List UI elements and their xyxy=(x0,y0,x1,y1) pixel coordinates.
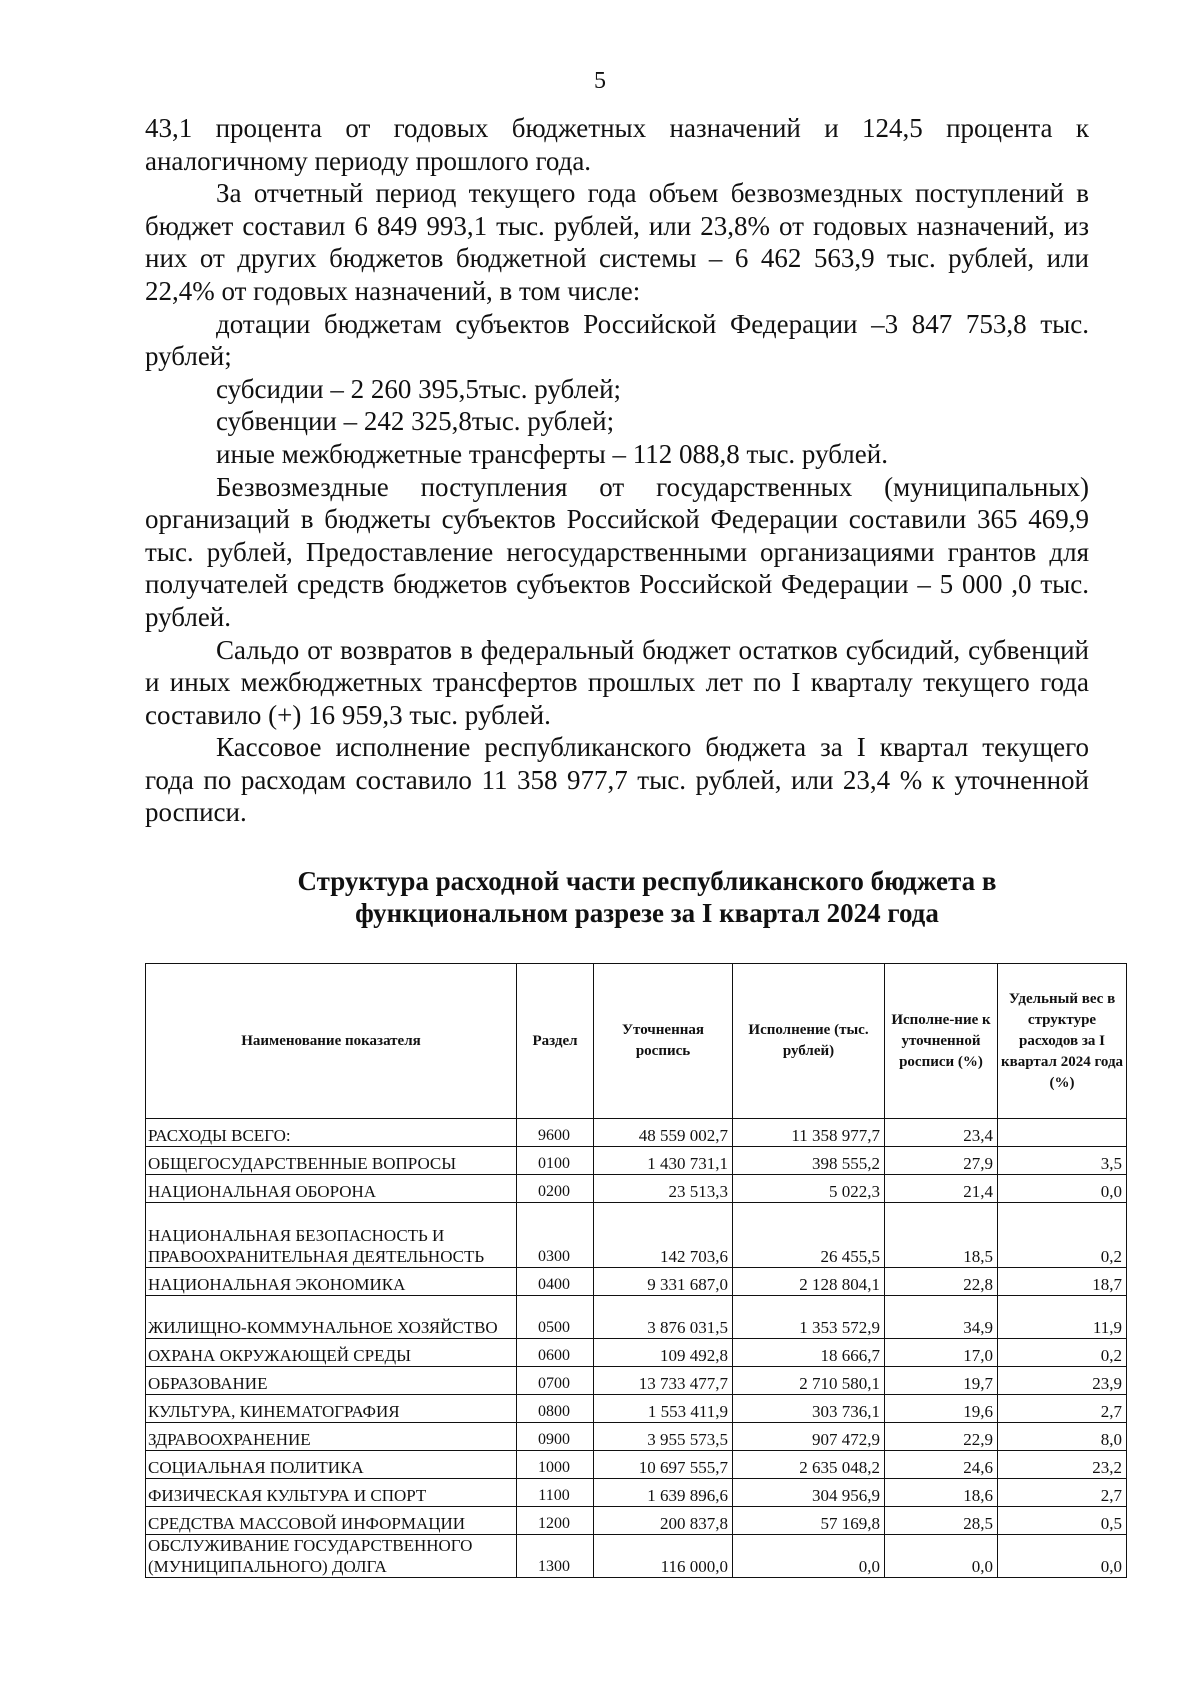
row-planned: 9 331 687,0 xyxy=(594,1268,733,1296)
header-name: Наименование показателя xyxy=(146,964,517,1119)
table-title xyxy=(145,865,1089,929)
row-executed: 26 455,5 xyxy=(733,1203,885,1268)
row-share: 0,0 xyxy=(998,1175,1127,1203)
row-percent: 34,9 xyxy=(885,1296,998,1339)
table-row xyxy=(146,1175,1127,1203)
row-share: 23,9 xyxy=(998,1367,1127,1395)
table-row xyxy=(146,1535,1127,1578)
row-name: НАЦИОНАЛЬНАЯ БЕЗОПАСНОСТЬ И ПРАВООХРАНИТЕЛЬНАЯ ДЕЯТЕЛЬНОСТЬ xyxy=(146,1203,517,1268)
row-executed: 398 555,2 xyxy=(733,1147,885,1175)
row-executed: 2 710 580,1 xyxy=(733,1367,885,1395)
row-percent: 24,6 xyxy=(885,1451,998,1479)
row-percent: 17,0 xyxy=(885,1339,998,1367)
row-code: 0100 xyxy=(517,1147,594,1175)
row-executed: 2 128 804,1 xyxy=(733,1268,885,1296)
row-share: 2,7 xyxy=(998,1395,1127,1423)
paragraph: 43,1 процента от годовых бюджетных назначений и 124,5 процента к аналогичному периоду прошлого года. xyxy=(145,113,1089,176)
table-row xyxy=(146,1268,1127,1296)
header-percent: Исполне-ние к уточненной росписи (%) xyxy=(885,964,998,1119)
row-executed: 0,0 xyxy=(733,1535,885,1578)
table-row xyxy=(146,1203,1127,1268)
row-name: ФИЗИЧЕСКАЯ КУЛЬТУРА И СПОРТ xyxy=(146,1479,517,1507)
row-code: 1000 xyxy=(517,1451,594,1479)
row-executed: 907 472,9 xyxy=(733,1423,885,1451)
table-row xyxy=(146,1339,1127,1367)
row-share: 0,2 xyxy=(998,1203,1127,1268)
row-planned: 1 553 411,9 xyxy=(594,1395,733,1423)
table-row xyxy=(146,1423,1127,1451)
expenditure-table xyxy=(145,963,1127,1578)
row-name: ЗДРАВООХРАНЕНИЕ xyxy=(146,1423,517,1451)
page-number: 5 xyxy=(594,68,606,94)
row-planned: 48 559 002,7 xyxy=(594,1119,733,1147)
row-code: 1300 xyxy=(517,1535,594,1578)
row-code: 1200 xyxy=(517,1507,594,1535)
row-executed: 304 956,9 xyxy=(733,1479,885,1507)
row-planned: 109 492,8 xyxy=(594,1339,733,1367)
row-name: НАЦИОНАЛЬНАЯ ОБОРОНА xyxy=(146,1175,517,1203)
row-name: ОБЩЕГОСУДАРСТВЕННЫЕ ВОПРОСЫ xyxy=(146,1147,517,1175)
table-row xyxy=(146,1451,1127,1479)
row-share: 0,2 xyxy=(998,1339,1127,1367)
row-code: 0800 xyxy=(517,1395,594,1423)
body-text xyxy=(145,112,1089,829)
table-row xyxy=(146,1147,1127,1175)
row-planned: 200 837,8 xyxy=(594,1507,733,1535)
row-percent: 21,4 xyxy=(885,1175,998,1203)
row-planned: 116 000,0 xyxy=(594,1535,733,1578)
paragraph: Сальдо от возвратов в федеральный бюджет остатков субсидий, субвенций и иных межбюджетных трансфертов прошлых лет по I кварталу текущего года составило (+) 16 959,3 тыс. рублей. xyxy=(145,634,1089,730)
row-percent: 28,5 xyxy=(885,1507,998,1535)
row-percent: 22,9 xyxy=(885,1423,998,1451)
table-row xyxy=(146,1367,1127,1395)
row-share: 3,5 xyxy=(998,1147,1127,1175)
row-code: 0400 xyxy=(517,1268,594,1296)
row-planned: 3 955 573,5 xyxy=(594,1423,733,1451)
row-planned: 3 876 031,5 xyxy=(594,1296,733,1339)
row-code: 1100 xyxy=(517,1479,594,1507)
row-code: 9600 xyxy=(517,1119,594,1147)
row-code: 0600 xyxy=(517,1339,594,1367)
paragraph: Безвозмездные поступления от государственных (муниципальных) организаций в бюджеты субъектов Российской Федерации составили 365 469,9 тыс. рублей, Предоставление негосударственными организациями грантов для получателей средств бюджетов субъектов Российской Федерации – 5 000 ,0 тыс. рублей. xyxy=(145,471,1089,632)
row-name: СРЕДСТВА МАССОВОЙ ИНФОРМАЦИИ xyxy=(146,1507,517,1535)
row-executed: 2 635 048,2 xyxy=(733,1451,885,1479)
header-executed: Исполнение (тыс. рублей) xyxy=(733,964,885,1119)
header-planned: Уточненная роспись xyxy=(594,964,733,1119)
table-title-line: Структура расходной части республиканского бюджета в xyxy=(297,866,997,896)
row-executed: 18 666,7 xyxy=(733,1339,885,1367)
paragraph: Кассовое исполнение республиканского бюджета за I квартал текущего года по расходам составило 11 358 977,7 тыс. рублей, или 23,4 % к уточненной росписи. xyxy=(145,732,1089,828)
table-row xyxy=(146,1296,1127,1339)
row-percent: 23,4 xyxy=(885,1119,998,1147)
row-percent: 19,7 xyxy=(885,1367,998,1395)
paragraph: субвенции – 242 325,8тыс. рублей; xyxy=(216,406,615,437)
row-executed: 11 358 977,7 xyxy=(733,1119,885,1147)
row-code: 0500 xyxy=(517,1296,594,1339)
row-percent: 0,0 xyxy=(885,1535,998,1578)
row-name: ЖИЛИЩНО-КОММУНАЛЬНОЕ ХОЗЯЙСТВО xyxy=(146,1296,517,1339)
row-share: 0,5 xyxy=(998,1507,1127,1535)
paragraph: субсидии – 2 260 395,5тыс. рублей; xyxy=(216,373,622,404)
row-share: 2,7 xyxy=(998,1479,1127,1507)
row-executed: 5 022,3 xyxy=(733,1175,885,1203)
header-section: Раздел xyxy=(517,964,594,1119)
row-executed: 303 736,1 xyxy=(733,1395,885,1423)
row-share: 0,0 xyxy=(998,1535,1127,1578)
row-share: 11,9 xyxy=(998,1296,1127,1339)
row-code: 0900 xyxy=(517,1423,594,1451)
row-code: 0200 xyxy=(517,1175,594,1203)
row-code: 0700 xyxy=(517,1367,594,1395)
row-name: РАСХОДЫ ВСЕГО: xyxy=(146,1119,517,1147)
row-percent: 22,8 xyxy=(885,1268,998,1296)
row-percent: 18,5 xyxy=(885,1203,998,1268)
table-title-line: функциональном разрезе за I квартал 2024 года xyxy=(355,898,939,928)
row-planned: 10 697 555,7 xyxy=(594,1451,733,1479)
row-share xyxy=(998,1119,1127,1147)
row-executed: 1 353 572,9 xyxy=(733,1296,885,1339)
row-percent: 18,6 xyxy=(885,1479,998,1507)
row-name: НАЦИОНАЛЬНАЯ ЭКОНОМИКА xyxy=(146,1268,517,1296)
row-planned: 23 513,3 xyxy=(594,1175,733,1203)
table-row xyxy=(146,1395,1127,1423)
row-name: ОБСЛУЖИВАНИЕ ГОСУДАРСТВЕННОГО (МУНИЦИПАЛЬНОГО) ДОЛГА xyxy=(146,1535,517,1578)
row-name: СОЦИАЛЬНАЯ ПОЛИТИКА xyxy=(146,1451,517,1479)
row-planned: 1 430 731,1 xyxy=(594,1147,733,1175)
row-name: ОХРАНА ОКРУЖАЮЩЕЙ СРЕДЫ xyxy=(146,1339,517,1367)
row-name: ОБРАЗОВАНИЕ xyxy=(146,1367,517,1395)
row-planned: 13 733 477,7 xyxy=(594,1367,733,1395)
row-percent: 27,9 xyxy=(885,1147,998,1175)
table-header-row xyxy=(146,964,1127,1119)
table-row xyxy=(146,1119,1127,1147)
table-row xyxy=(146,1507,1127,1535)
table-row xyxy=(146,1479,1127,1507)
header-share: Удельный вес в структуре расходов за I квартал 2024 года (%) xyxy=(998,964,1127,1119)
row-percent: 19,6 xyxy=(885,1395,998,1423)
row-planned: 1 639 896,6 xyxy=(594,1479,733,1507)
paragraph: иные межбюджетные трансферты – 112 088,8 тыс. рублей. xyxy=(216,438,888,469)
row-name: КУЛЬТУРА, КИНЕМАТОГРАФИЯ xyxy=(146,1395,517,1423)
row-share: 23,2 xyxy=(998,1451,1127,1479)
paragraph: дотации бюджетам субъектов Российской Федерации –3 847 753,8 тыс. рублей; xyxy=(145,308,1089,372)
row-share: 18,7 xyxy=(998,1268,1127,1296)
row-share: 8,0 xyxy=(998,1423,1127,1451)
row-code: 0300 xyxy=(517,1203,594,1268)
paragraph: За отчетный период текущего года объем безвозмездных поступлений в бюджет составил 6 849 993,1 тыс. рублей, или 23,8% от годовых назначений, из них от других бюджетов бюджетной системы – 6 462 563,9 тыс. рублей, или 22,4% от годовых назначений, в том числе: xyxy=(145,178,1089,306)
row-planned: 142 703,6 xyxy=(594,1203,733,1268)
row-executed: 57 169,8 xyxy=(733,1507,885,1535)
